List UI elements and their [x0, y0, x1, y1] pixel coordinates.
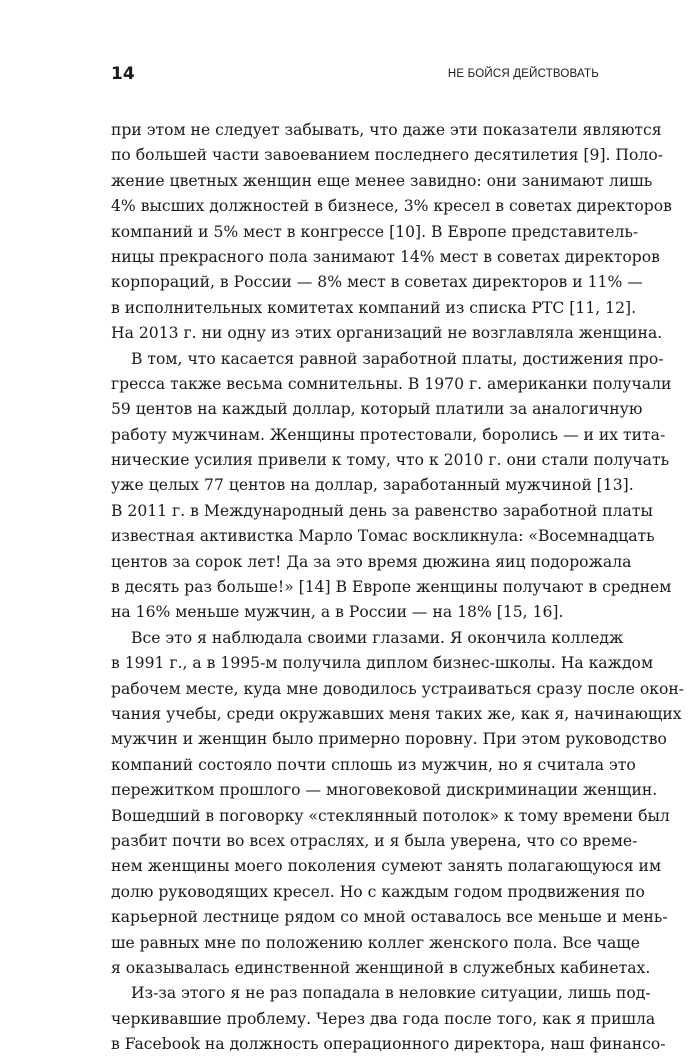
text-line: по большей части завоеванием последнего десятилетия [9]. Поло- [111, 146, 663, 165]
text-line: в десять раз больше!» [14] В Европе женщины получают в среднем [111, 578, 672, 597]
text-line: долю руководящих кресел. Но с каждым годом продвижения по [111, 882, 645, 901]
text-line: ше равных мне по положению коллег женского пола. Все чаще [111, 933, 640, 952]
text-line: я оказывалась единственной женщиной в служебных кабинетах. [111, 958, 651, 977]
text-line: Вошедший в поговорку «стеклянный потолок» к тому времени был [111, 806, 670, 825]
text-line: В 2011 г. в Международный день за равенство заработной платы [111, 501, 653, 520]
text-line: при этом не следует забывать, что даже эти показатели являются [111, 121, 662, 139]
running-title: НЕ БОЙСЯ ДЕЙСТВОВАТЬ [447, 68, 599, 80]
text-line: компаний и 5% мест в конгрессе [10]. В Европе представитель- [111, 222, 639, 241]
page-header [111, 64, 599, 86]
text-line: известная активистка Марло Томас воскликнула: «Восемнадцать [111, 527, 655, 546]
paragraph [111, 347, 672, 626]
paragraph [111, 626, 685, 981]
paragraph [111, 981, 666, 1057]
text-line: работу мужчинам. Женщины протестовали, боролись — и их тита- [111, 425, 666, 444]
text-line: рабочем месте, куда мне доводилось устраиваться сразу после окон- [111, 679, 685, 698]
text-line: пережитком прошлого — многовековой дискриминации женщин. [111, 781, 658, 800]
text-line: 4% высших должностей в бизнесе, 3% кресел в советах директоров [111, 197, 672, 216]
paragraph [111, 118, 672, 347]
page-number: 14 [111, 64, 135, 84]
text-line: в исполнительных комитетах компаний из списка РТС [11, 12]. [111, 298, 637, 317]
text-line: разбит почти во всех отраслях, и я была уверена, что со време- [111, 831, 638, 850]
text-line: нические усилия привели к тому, что к 2010 г. они стали получать [111, 451, 670, 470]
text-line: на 16% меньше мужчин, а в России — на 18% [15, 16]. [111, 603, 564, 622]
text-line: мужчин и женщин было примерно поровну. При этом руководство [111, 730, 667, 749]
text-line: компаний состояло почти сплошь из мужчин, но я считала это [111, 755, 636, 774]
text-line: ницы прекрасного пола занимают 14% мест в советах директоров [111, 247, 660, 266]
text-line: центов за сорок лет! Да за это время дюжина яиц подорожала [111, 552, 632, 571]
text-line: 59 центов на каждый доллар, который платили за аналогичную [111, 400, 643, 419]
text-line: корпораций, в России — 8% мест в советах директоров и 11% — [111, 273, 643, 292]
text-line: гресса также весьма сомнительны. В 1970 г. американки получали [111, 374, 672, 393]
text-line: в Facebook на должность операционного директора, наш финансо- [111, 1035, 666, 1054]
body-text [111, 118, 685, 1057]
text-line: черкивавшие проблему. Через два года после того, как я пришла [111, 1009, 656, 1028]
text-line: нем женщины моего поколения сумеют занять полагающуюся им [111, 857, 662, 876]
text-line: карьерной лестнице рядом со мной оставалось все меньше и мень- [111, 908, 668, 927]
text-line: чания учебы, среди окружавших меня таких же, как я, начинающих [111, 704, 682, 723]
text-line: уже целых 77 центов на доллар, заработанный мужчиной [13]. [111, 476, 634, 495]
text-line: В том, что касается равной заработной платы, достижения про- [131, 349, 664, 368]
text-line: жение цветных женщин еще менее завидно: они занимают лишь [111, 171, 653, 190]
text-line: На 2013 г. ни одну из этих организаций не возглавляла женщина. [111, 324, 663, 343]
text-line: в 1991 г., а в 1995-м получила диплом бизнес-школы. На каждом [111, 654, 654, 673]
text-line: Все это я наблюдала своими глазами. Я окончила колледж [131, 628, 624, 647]
text-line: Из-за этого я не раз попадала в неловкие ситуации, лишь под- [131, 984, 651, 1003]
